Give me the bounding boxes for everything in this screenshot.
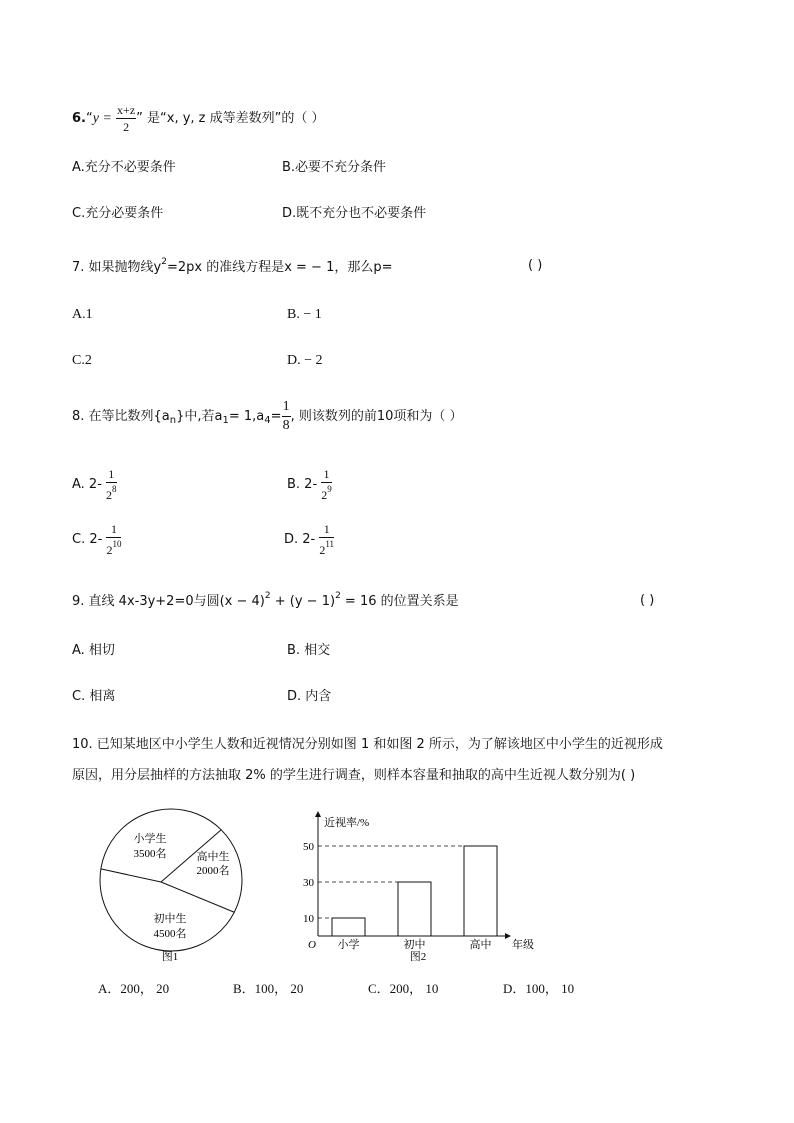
bar-初中 xyxy=(398,882,431,936)
q8-option-d[interactable]: D. 2- $\frac{1}{2^{11}}$ xyxy=(284,522,335,557)
figure2-caption: 图2 xyxy=(409,951,427,963)
pie-label-primary-count: 3500名 xyxy=(133,848,167,860)
figure2-bar-chart xyxy=(300,808,550,968)
q7-option-d[interactable]: D. − 2 xyxy=(287,353,323,368)
origin-label: O xyxy=(308,939,316,951)
q8-fraction: $\frac{1}{8}$ xyxy=(282,399,290,433)
q6-option-c[interactable]: C.充分必要条件 xyxy=(72,206,164,221)
pie-label-primary-name: 小学生 xyxy=(133,833,167,845)
q7-option-a[interactable]: A.1 xyxy=(72,307,93,322)
q10-option-d[interactable]: D．100， 10 xyxy=(503,981,575,996)
q6-option-b[interactable]: B.必要不充分条件 xyxy=(282,160,387,175)
q8-option-a[interactable]: A. 2- $\frac{1}{2^8}$ xyxy=(72,467,117,502)
q10-option-a[interactable]: A．200， 20 xyxy=(98,981,170,996)
q9-option-c[interactable]: C. 相离 xyxy=(72,689,116,704)
x-axis-label: 年级 xyxy=(512,939,534,951)
q9-stem: 9. 直线 4x-3y+2=0与圆$(x - 4)^2 + (y - 1)^2 = 16$ 的位置关系是 xyxy=(72,591,459,609)
q7-option-b[interactable]: B. − 1 xyxy=(287,307,322,322)
q6-option-a[interactable]: A.充分不必要条件 xyxy=(72,160,176,175)
q9-option-b[interactable]: B. 相交 xyxy=(287,643,331,658)
figure1-pie-chart xyxy=(90,808,260,968)
bar-高中 xyxy=(464,846,497,936)
figure1-caption: 图1 xyxy=(161,951,179,963)
x-tick-高中: 高中 xyxy=(469,939,492,951)
x-tick-小学: 小学 xyxy=(337,939,360,951)
q10-stem-line2: 原因，用分层抽样的方法抽取 2% 的学生进行调查，则样本容量和抽取的高中生近视人数分别为( ) xyxy=(72,768,636,783)
pie-divider-primary-start xyxy=(101,869,161,882)
x-tick-初中: 初中 xyxy=(403,939,426,951)
q6-fraction: $\frac{x+z}{2}$ xyxy=(117,103,136,134)
q9-option-a[interactable]: A. 相切 xyxy=(72,643,115,658)
bar-小学 xyxy=(332,918,365,936)
q7-stem: 7. 如果抛物线$y^2=2px$ 的准线方程是x = − 1，那么p= xyxy=(72,257,393,275)
pie-label-high-count: 2000名 xyxy=(196,865,230,877)
q9-option-d[interactable]: D. 内含 xyxy=(287,689,332,704)
q10-option-b[interactable]: B．100， 20 xyxy=(233,981,304,996)
q9-answer-paren: ( ) xyxy=(640,593,655,608)
q8-stem: 8. 在等比数列$\{a_n\}$中,若$a_1= 1,a_4=$ $\frac{1}{8}$ , 则该数列的前10项和为（ ） xyxy=(72,399,463,433)
y-tick-30: 30 xyxy=(303,877,314,889)
q6-option-d[interactable]: D.既不充分也不必要条件 xyxy=(282,206,427,221)
q8-option-b[interactable]: B. 2- $\frac{1}{2^9}$ xyxy=(287,467,332,502)
pie-label-middle-name: 初中生 xyxy=(153,913,187,925)
q8-option-c[interactable]: C. 2- $\frac{1}{2^{10}}$ xyxy=(72,522,122,557)
q7-option-c[interactable]: C.2 xyxy=(72,353,92,368)
q7-answer-paren: ( ) xyxy=(528,258,543,273)
pie-label-high-name: 高中生 xyxy=(196,851,230,863)
y-tick-10: 10 xyxy=(303,913,314,925)
pie-divider-middle-start xyxy=(161,882,234,912)
y-tick-50: 50 xyxy=(303,841,314,853)
q10-option-c[interactable]: C．200， 10 xyxy=(368,981,439,996)
pie-label-middle-count: 4500名 xyxy=(153,928,187,940)
y-axis-label: 近视率/% xyxy=(324,817,370,829)
q10-stem-line1: 10. 已知某地区中小学生人数和近视情况分别如图 1 和如图 2 所示，为了解该地区中小学生的近视形成 xyxy=(72,737,663,752)
q6-stem: 6.“y = $\frac{x+z}{2}$ ” 是“x, y, z 成等差数列”的（ ） xyxy=(72,103,325,134)
